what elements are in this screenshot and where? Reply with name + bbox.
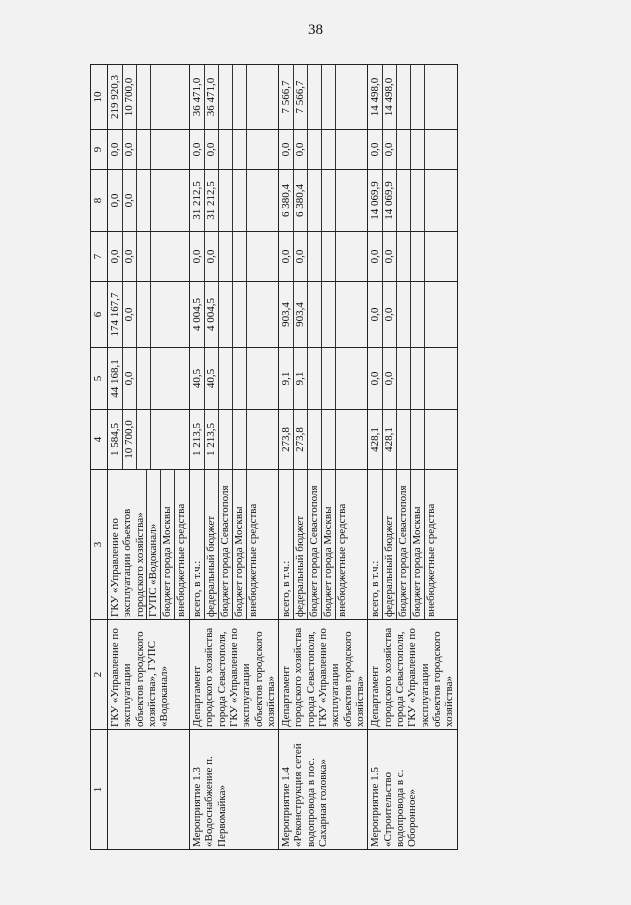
cell-line (136, 232, 150, 281)
cell-line: 1 213,5 (190, 423, 203, 456)
cell-line (424, 130, 438, 169)
table-cell (189, 65, 278, 130)
table-header: 6 (91, 282, 108, 348)
cell-line (307, 65, 321, 129)
cell-line (396, 232, 410, 281)
cell-line (136, 282, 150, 347)
cell-line: 0,0 (109, 193, 121, 208)
cell-line (307, 130, 321, 169)
table-cell (279, 170, 368, 232)
cell-line (410, 170, 424, 231)
cell-line: 0,0 (382, 130, 396, 169)
cell-line (335, 282, 349, 347)
cell-line: 0,0 (293, 130, 307, 169)
cell-line (321, 410, 335, 469)
table-header: 1 (91, 730, 108, 850)
cell-line (246, 170, 260, 231)
cell-line: 14 069,9 (369, 181, 382, 220)
cell-line (136, 130, 150, 169)
table-cell (368, 410, 457, 470)
table-row (189, 65, 278, 850)
cell-line (218, 65, 232, 129)
cell-line: 10 700,0 (122, 65, 136, 129)
cell-line (232, 348, 246, 409)
table-cell (108, 170, 190, 232)
cell-line: 1 584,5 (109, 423, 121, 456)
table-cell (108, 410, 190, 470)
cell-line: 31 212,5 (204, 170, 218, 231)
table-cell (368, 232, 457, 282)
cell-line (232, 232, 246, 281)
cell-line (396, 348, 410, 409)
cell-line: бюджет города Севастополя (307, 470, 321, 619)
table-cell (108, 65, 190, 130)
cell-line (218, 232, 232, 281)
cell-line: 36 471,0 (190, 77, 203, 117)
cell-line (307, 170, 321, 231)
cell-line (246, 65, 260, 129)
cell-line: 9,1 (280, 371, 293, 386)
table-header: 8 (91, 170, 108, 232)
table-cell: ГКУ «Управление по эксплуатации объектов городского хозяйства», ГУПС «Водоканал» (108, 620, 190, 730)
cell-line (335, 232, 349, 281)
cell-line: 0,0 (280, 249, 293, 264)
table-cell (108, 470, 190, 620)
cell-line: 0,0 (190, 142, 203, 157)
cell-line: 0,0 (369, 142, 382, 157)
table-cell (108, 282, 190, 348)
table-cell (189, 130, 278, 170)
cell-line: 0,0 (369, 307, 382, 322)
table-header: 2 (91, 620, 108, 730)
table-cell (279, 65, 368, 130)
cell-line (307, 348, 321, 409)
cell-line (218, 170, 232, 231)
table-cell (368, 65, 457, 130)
cell-line (335, 130, 349, 169)
cell-line (150, 282, 164, 347)
cell-line: 36 471,0 (204, 65, 218, 129)
cell-line (321, 282, 335, 347)
cell-line: бюджет города Севастополя (218, 470, 232, 619)
cell-line: 14 069,9 (382, 170, 396, 231)
cell-line (396, 282, 410, 347)
cell-line: 10 700,0 (122, 410, 136, 469)
table-cell (279, 232, 368, 282)
cell-line: 0,0 (109, 249, 121, 264)
cell-line: 428,1 (382, 410, 396, 469)
cell-line: бюджет города Москвы (321, 470, 335, 619)
cell-line (335, 170, 349, 231)
table-cell (189, 470, 278, 620)
cell-line: 0,0 (204, 232, 218, 281)
cell-line: 7 566,7 (280, 80, 293, 114)
cell-line: внебюджетные средства (246, 470, 260, 619)
cell-line: ГУПС «Водоканал» (146, 470, 160, 619)
table-cell (279, 348, 368, 410)
table-cell (189, 282, 278, 348)
cell-line: 31 212,5 (190, 181, 203, 220)
cell-line (307, 282, 321, 347)
table-cell: Департамент городского хозяйства города Севастополя, ГКУ «Управление по эксплуатации объектов городского хозяйства» (189, 620, 278, 730)
cell-line (150, 130, 164, 169)
cell-line: федеральный бюджет (204, 470, 218, 619)
cell-line (246, 410, 260, 469)
cell-line: 0,0 (109, 142, 121, 157)
cell-line: 273,8 (293, 410, 307, 469)
cell-line: 0,0 (190, 249, 203, 264)
cell-line (321, 170, 335, 231)
cell-line (232, 282, 246, 347)
cell-line (136, 410, 150, 469)
cell-line (136, 65, 150, 129)
cell-line: 0,0 (280, 142, 293, 157)
cell-line: 0,0 (293, 232, 307, 281)
cell-line (335, 65, 349, 129)
cell-line (424, 232, 438, 281)
cell-line: 40,5 (204, 348, 218, 409)
cell-line: 0,0 (382, 348, 396, 409)
table-header: 3 (91, 470, 108, 620)
table-header-row (91, 65, 108, 850)
cell-line (246, 130, 260, 169)
page-number: 38 (308, 22, 323, 38)
cell-line (218, 282, 232, 347)
table-cell (189, 348, 278, 410)
table-cell (108, 232, 190, 282)
cell-line (321, 348, 335, 409)
cell-line: 6 380,4 (280, 184, 293, 217)
cell-line (150, 232, 164, 281)
cell-line: 0,0 (122, 232, 136, 281)
table-cell: Департамент городского хозяйства города Севастополя, ГКУ «Управление по эксплуатации объектов городского хозяйства» (368, 620, 457, 730)
cell-line (246, 348, 260, 409)
table-cell (189, 170, 278, 232)
cell-line (150, 65, 164, 129)
cell-line (335, 348, 349, 409)
cell-line: 219 920,3 (109, 75, 121, 119)
cell-line: бюджет города Москвы (410, 470, 424, 619)
cell-line: 0,0 (382, 282, 396, 347)
cell-line (410, 348, 424, 409)
cell-line (396, 130, 410, 169)
cell-line: внебюджетные средства (174, 470, 188, 619)
cell-line (396, 65, 410, 129)
cell-line: всего, в т.ч.: (190, 560, 203, 617)
table-header: 7 (91, 232, 108, 282)
cell-line (424, 410, 438, 469)
cell-line: 174 167,7 (109, 292, 121, 337)
cell-line: 0,0 (122, 170, 136, 231)
cell-line: 0,0 (369, 249, 382, 264)
cell-line: 40,5 (190, 368, 203, 389)
cell-line: 273,8 (280, 427, 293, 452)
cell-line: 14 498,0 (369, 77, 382, 117)
cell-line: 1 213,5 (204, 410, 218, 469)
table-cell (108, 730, 190, 850)
cell-line (396, 170, 410, 231)
rotated-table-wrapper (90, 65, 562, 850)
cell-line: всего, в т.ч.: (369, 560, 382, 617)
cell-line: бюджет города Севастополя (396, 470, 410, 619)
cell-line: 44 168,1 (109, 359, 121, 398)
cell-line (410, 130, 424, 169)
cell-line (307, 410, 321, 469)
cell-line: 0,0 (122, 348, 136, 409)
cell-line: всего, в т.ч.: (280, 560, 293, 617)
cell-line: федеральный бюджет (293, 470, 307, 619)
table-cell (189, 410, 278, 470)
table-header: 5 (91, 348, 108, 410)
table-cell (368, 130, 457, 170)
cell-line: ГКУ «Управление по эксплуатации объектов городского хозяйства» (109, 508, 146, 617)
cell-line (321, 130, 335, 169)
cell-line (335, 410, 349, 469)
cell-line (136, 348, 150, 409)
table-row (368, 65, 457, 850)
cell-line: 0,0 (204, 130, 218, 169)
table-cell (279, 470, 368, 620)
cell-line (232, 130, 246, 169)
cell-line: 7 566,7 (293, 65, 307, 129)
table-cell (189, 232, 278, 282)
cell-line (218, 410, 232, 469)
cell-line: федеральный бюджет (382, 470, 396, 619)
cell-line (424, 348, 438, 409)
table-cell (108, 348, 190, 410)
cell-line (424, 282, 438, 347)
cell-line (307, 232, 321, 281)
table-cell: Департамент городского хозяйства города Севастополя, ГКУ «Управление по эксплуатации объектов городского хозяйства» (279, 620, 368, 730)
table-cell: Мероприятие 1.3 «Водоснабжение п. Первомайка» (189, 730, 278, 850)
cell-line (410, 65, 424, 129)
table-header: 10 (91, 65, 108, 130)
cell-line: 0,0 (122, 130, 136, 169)
cell-line: 903,4 (280, 302, 293, 327)
table-cell (368, 282, 457, 348)
cell-line (136, 170, 150, 231)
cell-line (424, 170, 438, 231)
cell-line (410, 410, 424, 469)
table-cell (368, 470, 457, 620)
cell-line (218, 130, 232, 169)
table-row (279, 65, 368, 850)
cell-line: внебюджетные средства (424, 470, 438, 619)
cell-line: 0,0 (122, 282, 136, 347)
cell-line (321, 65, 335, 129)
cell-line: 6 380,4 (293, 170, 307, 231)
cell-line: 0,0 (369, 371, 382, 386)
table-cell: Мероприятие 1.4 «Реконструкция сетей водопровода в пос. Сахарная головка» (279, 730, 368, 850)
table-cell (368, 170, 457, 232)
cell-line (410, 282, 424, 347)
cell-line (232, 65, 246, 129)
cell-line: 0,0 (382, 232, 396, 281)
table-header: 4 (91, 410, 108, 470)
table-cell (279, 282, 368, 348)
cell-line: бюджет города Москвы (160, 470, 174, 619)
cell-line (232, 410, 246, 469)
cell-line: внебюджетные средства (335, 470, 349, 619)
cell-line (246, 282, 260, 347)
budget-table (90, 64, 458, 850)
table-cell (368, 348, 457, 410)
cell-line (150, 410, 164, 469)
cell-line (246, 232, 260, 281)
table-cell: Мероприятие 1.5 «Строительство водопровода в с. Оборонное» (368, 730, 457, 850)
cell-line: 9,1 (293, 348, 307, 409)
table-row (108, 65, 190, 850)
cell-line: бюджет города Москвы (232, 470, 246, 619)
cell-line: 14 498,0 (382, 65, 396, 129)
cell-line (321, 232, 335, 281)
cell-line: 4 004,5 (190, 298, 203, 331)
cell-line (150, 348, 164, 409)
cell-line: 903,4 (293, 282, 307, 347)
cell-line (396, 410, 410, 469)
cell-line (218, 348, 232, 409)
table-cell (108, 130, 190, 170)
cell-line: 4 004,5 (204, 282, 218, 347)
cell-line (410, 232, 424, 281)
cell-line: 428,1 (369, 427, 382, 452)
table-cell (279, 130, 368, 170)
table-cell (279, 410, 368, 470)
cell-line (424, 65, 438, 129)
cell-line (232, 170, 246, 231)
cell-line (150, 170, 164, 231)
table-header: 9 (91, 130, 108, 170)
